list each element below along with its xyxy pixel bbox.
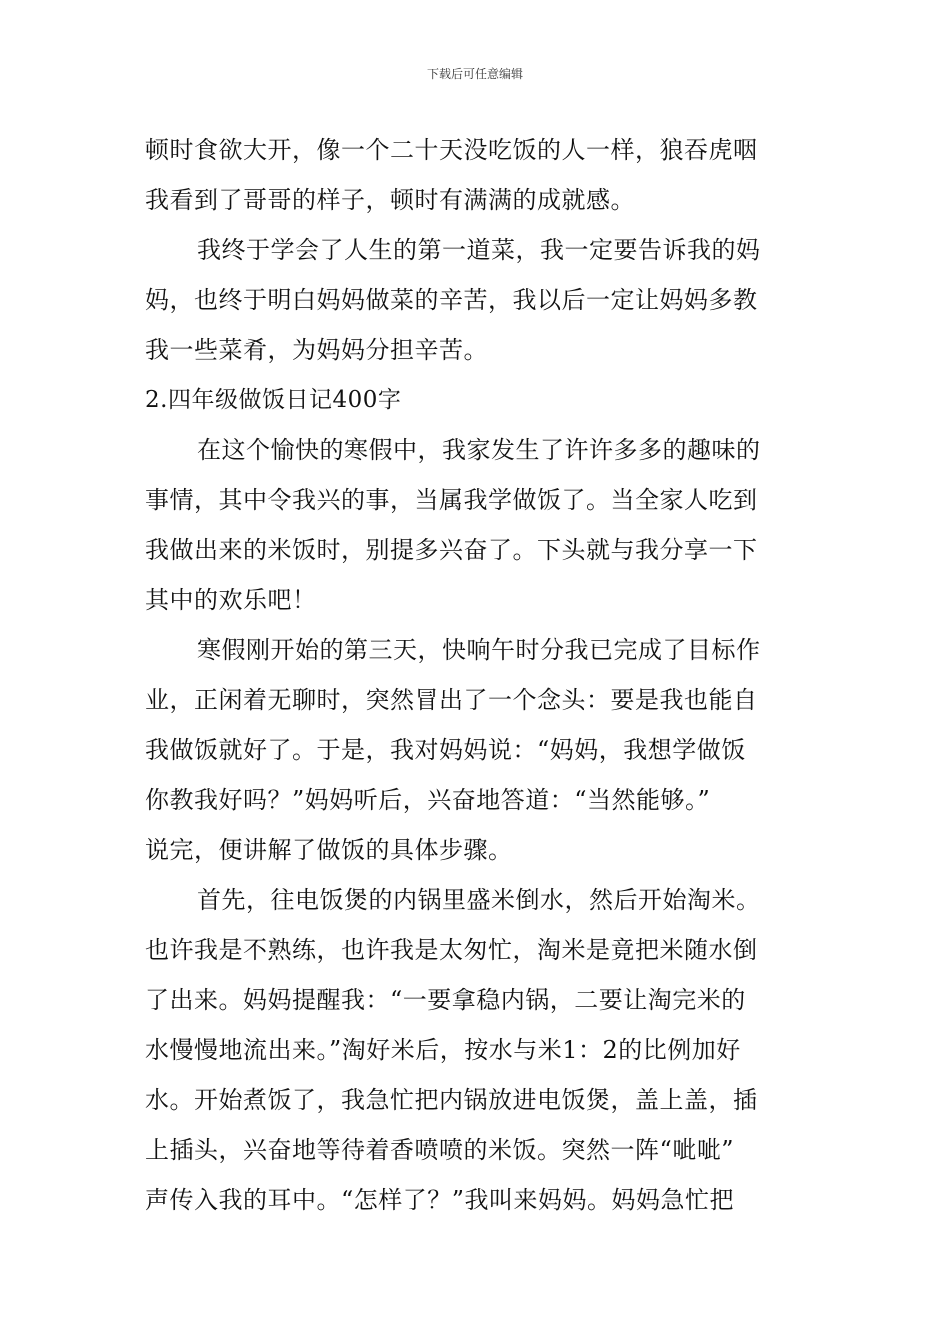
text-line: 业，正闲着无聊时，突然冒出了一个念头：要是我也能自 — [145, 686, 758, 714]
text-line: 顿时食欲大开，像一个二十天没吃饭的人一样，狼吞虎咽 — [145, 136, 758, 164]
text-line: 说完，便讲解了做饭的具体步骤。 — [145, 836, 513, 864]
text-line: 水。开始煮饭了，我急忙把内锅放进电饭煲，盖上盖，插 — [145, 1086, 758, 1114]
text-line: 上插头，兴奋地等待着香喷喷的米饭。突然一阵“呲呲” — [145, 1136, 735, 1164]
text-line: 其中的欢乐吧！ — [145, 586, 317, 614]
text-line: 声传入我的耳中。“怎样了？”我叫来妈妈。妈妈急忙把 — [145, 1186, 735, 1214]
text-line: 也许我是不熟练，也许我是太匆忙，淘米是竟把米随水倒 — [145, 936, 758, 964]
text-line: 我做出来的米饭时，别提多兴奋了。下头就与我分享一下 — [145, 536, 758, 564]
paragraph-start-line: 在这个愉快的寒假中，我家发生了许许多多的趣味的 — [197, 436, 761, 464]
document-body — [145, 125, 810, 1225]
paragraph-start-line: 寒假刚开始的第三天，快响午时分我已完成了目标作 — [197, 636, 761, 664]
text-line: 你教我好吗？”妈妈听后，兴奋地答道：“当然能够。” — [145, 786, 711, 814]
text-line: 事情，其中令我兴的事，当属我学做饭了。当全家人吃到 — [145, 486, 758, 514]
text-line: 我看到了哥哥的样子，顿时有满满的成就感。 — [145, 186, 635, 214]
text-line: 我一些菜肴，为妈妈分担辛苦。 — [145, 336, 488, 364]
text-line: 了出来。妈妈提醒我：“一要拿稳内锅，二要让淘完米的 — [145, 986, 746, 1014]
section-heading: 2.四年级做饭日记400字 — [145, 387, 402, 413]
paragraph-start-line: 首先，往电饭煲的内锅里盛米倒水，然后开始淘米。 — [197, 886, 761, 914]
paragraph-start-line: 我终于学会了人生的第一道菜，我一定要告诉我的妈 — [197, 236, 761, 264]
text-line: 妈，也终于明白妈妈做菜的辛苦，我以后一定让妈妈多教 — [145, 286, 758, 314]
page-header: 下载后可任意编辑 — [426, 67, 523, 81]
text-line: 我做饭就好了。于是，我对妈妈说：“妈妈，我想学做饭 — [145, 736, 746, 764]
text-line: 水慢慢地流出来。”淘好米后，按水与米1：2的比例加好 — [145, 1036, 741, 1064]
